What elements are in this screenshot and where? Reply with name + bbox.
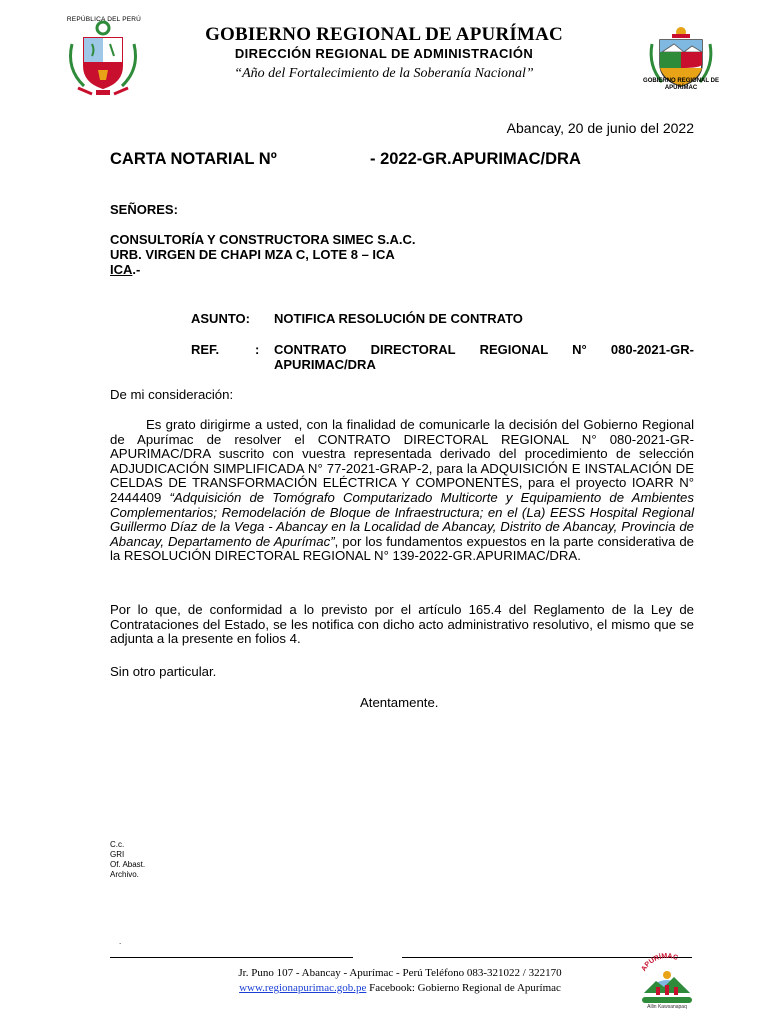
paragraph-notice: Por lo que, de conformidad a lo previsto por el artículo 165.4 del Reglamento de la Ley de Contrataciones del Estado, se les notifica con dicho acto administrativo resolutivo, el mismo que se adjunta a la presente en folios 4. — [110, 602, 694, 647]
paragraph-main-text-b: , por los fundamentos expuestos en la parte considerativa de la RESOLUCIÓN DIRECTORAL REGIONAL N° 139-2022-GR.APURIMAC/DRA. — [110, 533, 694, 564]
website-link[interactable]: www.regionapurimac.gob.pe — [239, 982, 367, 994]
carta-label: CARTA NOTARIAL Nº — [110, 150, 277, 168]
cc-item: Of. Abast. — [110, 860, 146, 869]
letter-date: Abancay, 20 de junio del 2022 — [506, 120, 694, 136]
closing: Sin otro particular. — [110, 664, 217, 679]
salutation: SEÑORES: — [110, 202, 178, 217]
logo-bottom-text: Allin Kawsanapaq — [647, 1004, 687, 1009]
apurimac-allin-kawsanapaq-logo-icon — [634, 953, 700, 1009]
ref-label: REF. — [191, 342, 220, 357]
cc-item: Archivo. — [110, 870, 139, 879]
recipient-city-suffix: .- — [132, 262, 141, 277]
footer-address: Jr. Puno 107 - Abancay - Apurímac - Perú Teléfono 083-321022 / 322170 — [238, 967, 562, 979]
recipient-address: URB. VIRGEN DE CHAPI MZA C, LOTE 8 – ICA — [110, 247, 395, 262]
stray-dot: . — [119, 937, 122, 946]
cc-list — [110, 840, 145, 880]
paragraph-main — [110, 418, 694, 564]
header-title: GOBIERNO REGIONAL DE APURÍMAC — [205, 24, 563, 45]
footer-facebook: Facebook: Gobierno Regional de Apurímac — [366, 982, 561, 994]
logo-arc-text: APURÍMAC — [640, 953, 679, 973]
recipient-name: CONSULTORÍA Y CONSTRUCTORA SIMEC S.A.C. — [110, 232, 416, 247]
paragraph-main-project-name: “Adquisición de Tomógrafo Computarizado Multicorte y Equipamiento de Ambientes Complementarios; Remodelación de Bloque de Infraestructura; en el (La) EESS Hospital Regional Guillermo Díaz de la Vega - Abancay en la Localidad de Abancay, Distrito de Abancay, Provincia de Abancay, Departamento de Apurímac” — [110, 489, 694, 549]
carta-number: - 2022-GR.APURIMAC/DRA — [370, 150, 581, 168]
ref-colon: : — [255, 342, 260, 357]
recipient-city: ICA — [110, 262, 133, 277]
header-motto: “Año del Fortalecimiento de la Soberanía Nacional” — [234, 66, 534, 81]
seal-left-caption: REPÚBLICA DEL PERÚ — [66, 16, 142, 23]
greeting: De mi consideración: — [110, 387, 234, 402]
seal-right-caption — [632, 78, 730, 92]
cc-item: C.c. — [110, 840, 125, 849]
seal-right-caption-line2: APURÍMAC — [664, 85, 698, 91]
signoff: Atentamente. — [360, 695, 439, 710]
asunto-value: NOTIFICA RESOLUCIÓN DE CONTRATO — [274, 311, 523, 326]
recipient-block — [110, 232, 416, 277]
footer-divider-left — [110, 957, 353, 958]
header-subtitle: DIRECCIÓN REGIONAL DE ADMINISTRACIÓN — [234, 46, 534, 61]
recipient-city-line — [110, 262, 416, 277]
asunto-label: ASUNTO: — [191, 311, 250, 326]
ref-value: CONTRATO DIRECTORAL REGIONAL N° 080-2021-GR-APURIMAC/DRA — [274, 342, 694, 372]
footer-contact — [180, 982, 620, 994]
peru-coat-of-arms-icon — [62, 14, 144, 98]
paragraph-main-text-a: Es grato dirigirme a usted, con la finalidad de comunicarle la decisión del Gobierno Regional de Apurímac de resolver el CONTRATO DIRECTORAL REGIONAL N° 080-2021-GR-APURIMAC/DRA suscrito con vuestra representada derivado del procedimiento de selección ADJUDICACIÓN SIMPLIFICADA N° 77-2021-GRAP-2, para la ADQUISICIÓN E INSTALACIÓN DE CELDAS DE TRANSFORMACIÓN ELÉCTRICA Y COMPONENTES, para el proyecto IOARR N° 2444409 — [110, 417, 694, 505]
cc-item: GRI — [110, 850, 125, 859]
seal-right-caption-line1: GOBIERNO REGIONAL DE — [643, 78, 719, 84]
